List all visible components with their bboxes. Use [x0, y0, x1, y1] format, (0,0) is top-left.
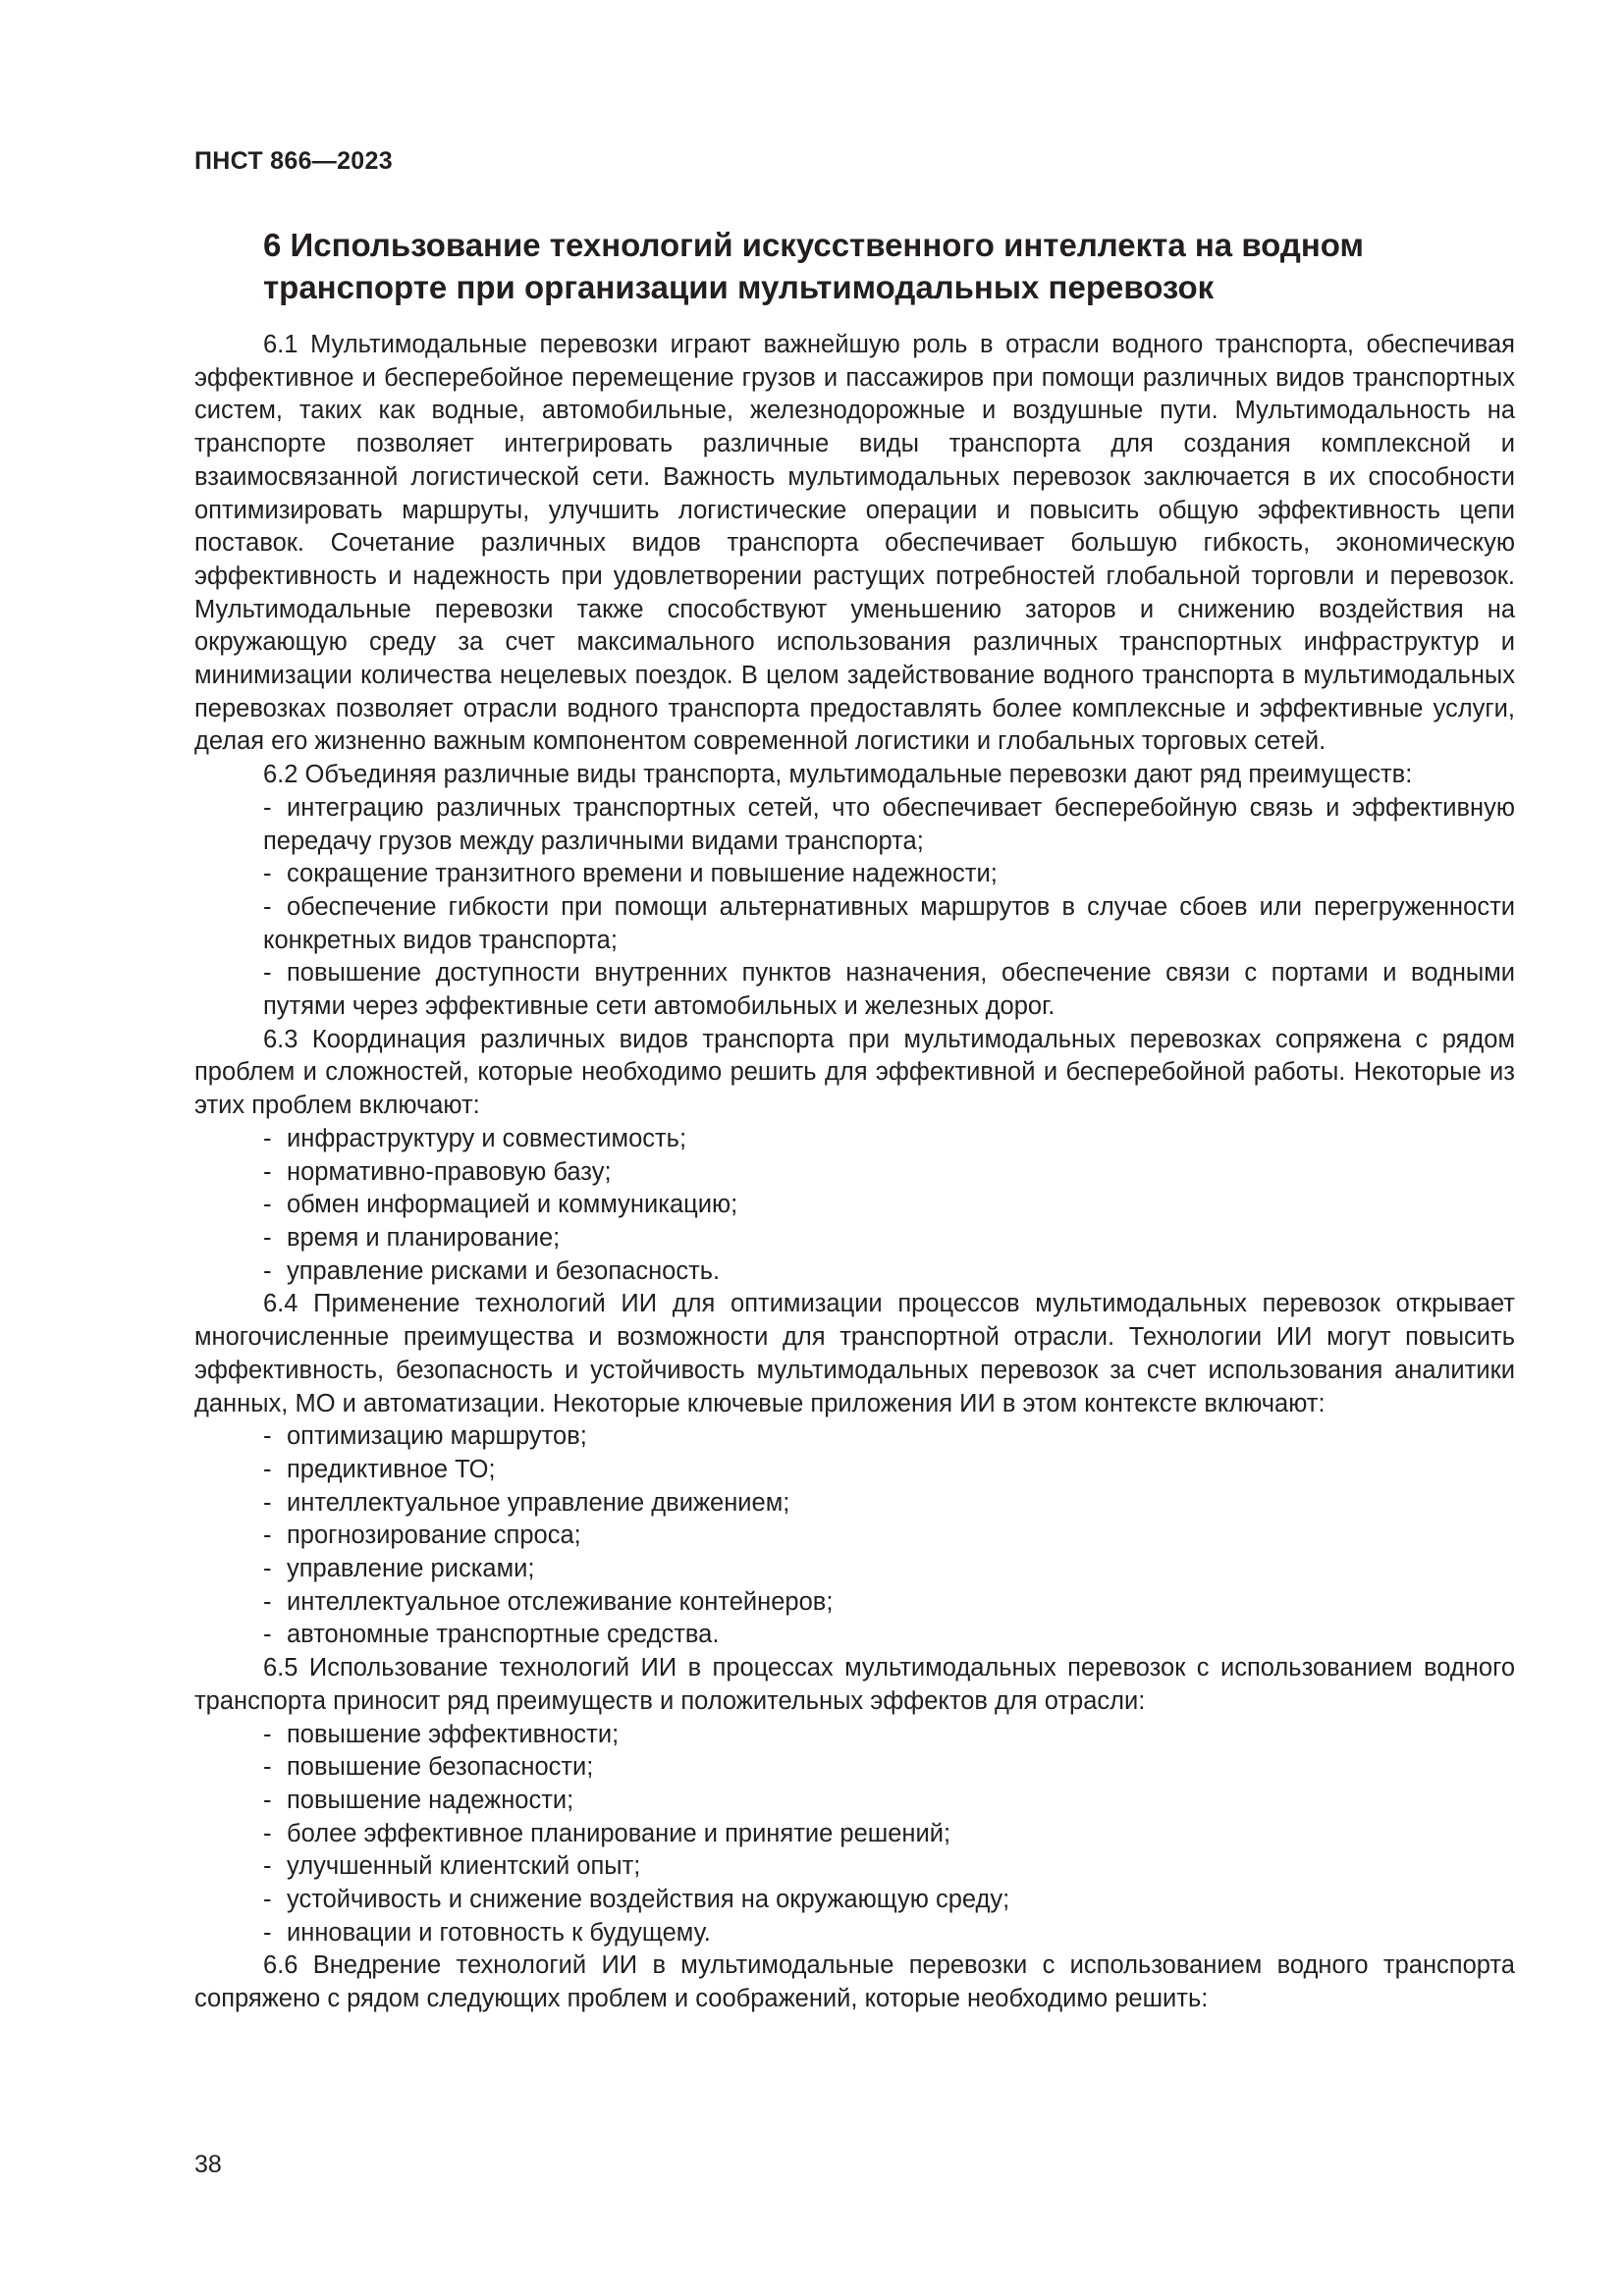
list-item — [194, 1487, 1515, 1521]
list-6-2 — [194, 792, 1515, 1024]
document-code: ПНСТ 866—2023 — [194, 147, 393, 175]
list-item-text: улучшенный клиентский опыт; — [287, 1852, 641, 1881]
list-item — [194, 1785, 1515, 1818]
list-dash: - — [263, 1720, 272, 1748]
list-item-text: инновации и готовность к будущему. — [287, 1918, 711, 1947]
list-item-text: более эффективное планирование и принятие решений; — [287, 1819, 951, 1847]
list-dash: - — [263, 1918, 272, 1947]
list-item — [194, 1619, 1515, 1652]
list-item-text: обеспечение гибкости при помощи альтернативных маршрутов в случае сбоев или перегруженности конкретных видов транспорта; — [263, 892, 1515, 954]
list-dash: - — [263, 860, 272, 888]
list-dash: - — [263, 1621, 272, 1649]
document-body — [194, 329, 1515, 2016]
list-dash: - — [263, 1786, 272, 1814]
list-dash: - — [263, 1256, 272, 1285]
list-dash: - — [263, 1191, 272, 1219]
section-heading: 6 Использование технологий искусственного интеллекта на водном транспорте при организации мультимодальных перевозок — [263, 227, 1364, 305]
list-item — [194, 1156, 1515, 1190]
list-item — [194, 1255, 1515, 1289]
list-item-text: оптимизацию маршрутов; — [287, 1422, 587, 1451]
list-item-text: управление рисками и безопасность. — [287, 1256, 721, 1285]
list-item-text: устойчивость и снижение воздействия на окружающую среду; — [287, 1886, 1010, 1914]
list-item-text: управление рисками; — [287, 1555, 535, 1583]
list-item — [194, 1553, 1515, 1586]
list-item-text: повышение доступности внутренних пунктов назначения, обеспечение связи с портами и водными путями через эффективные сети автомобильных и железных дорог. — [263, 959, 1515, 1021]
list-dash: - — [263, 793, 272, 822]
list-item — [194, 1222, 1515, 1255]
list-item-text: повышение эффективности; — [287, 1720, 620, 1748]
list-dash: - — [263, 1455, 272, 1483]
list-item — [194, 1123, 1515, 1156]
list-dash: - — [263, 1587, 272, 1616]
list-dash: - — [263, 1488, 272, 1517]
paragraph-6-1: 6.1 Мультимодальные перевозки играют важнейшую роль в отрасли водного транспорта, обеспечивая эффективное и бесперебойное перемещение грузов и пассажиров при помощи различных видов транспортных систем, таких как водные, автомобильные, железнодорожные и воздушные пути. Мультимодальность на транспорте позволяет интегрировать различные виды транспорта для создания комплексной и взаимосвязанной логистической сети. Важность мультимодальных перевозок заключается в их способности оптимизировать маршруты, улучшить логистические операции и повысить общую эффективность цепи поставок. Сочетание различных видов транспорта обеспечивает большую гибкость, экономическую эффективность и надежность при удовлетворении растущих потребностей глобальной торговли и перевозок. Мультимодальные перевозки также способствуют уменьшению заторов и снижению воздействия на окружающую среду за счет максимального использования различных транспортных инфраструктур и минимизации количества нецелевых поездок. В целом задействование водного транспорта в мультимодальных перевозках позволяет отрасли водного транспорта предоставлять более комплексные и эффективные услуги, делая его жизненно важным компонентом современной логистики и глобальных торговых сетей. — [194, 331, 1515, 756]
list-dash: - — [263, 1886, 272, 1914]
list-dash: - — [263, 959, 272, 988]
list-item — [194, 1751, 1515, 1785]
list-item-text: интеллектуальное отслеживание контейнеров; — [287, 1587, 834, 1616]
list-item — [194, 1420, 1515, 1454]
list-item — [194, 1586, 1515, 1620]
list-dash: - — [263, 1753, 272, 1782]
list-6-5 — [194, 1719, 1515, 1950]
list-item-text: предиктивное ТО; — [287, 1455, 496, 1483]
list-item — [194, 1719, 1515, 1752]
list-6-4 — [194, 1420, 1515, 1652]
paragraph-6-6: 6.6 Внедрение технологий ИИ в мультимодальные перевозки с использованием водного транспорта сопряжено с рядом следующих проблем и соображений, которые необходимо решить: — [194, 1951, 1515, 2013]
list-item-text: автономные транспортные средства. — [287, 1621, 720, 1649]
list-dash: - — [263, 1157, 272, 1186]
list-item-text: нормативно-правовую базу; — [287, 1157, 612, 1186]
list-item-text: повышение надежности; — [287, 1786, 574, 1814]
list-dash: - — [263, 1852, 272, 1881]
list-dash: - — [263, 1555, 272, 1583]
list-dash: - — [263, 1124, 272, 1152]
list-item-text: обмен информацией и коммуникацию; — [287, 1191, 738, 1219]
list-dash: - — [263, 1522, 272, 1550]
list-item-text: инфраструктуру и совместимость; — [287, 1124, 687, 1152]
list-item — [194, 1520, 1515, 1553]
page-number: 38 — [194, 2151, 222, 2178]
paragraph-6-2: 6.2 Объединяя различные виды транспорта, мультимодальные перевозки дают ряд преимуществ: — [263, 761, 1413, 789]
list-item-text: прогнозирование спроса; — [287, 1522, 581, 1550]
list-item — [194, 957, 1515, 1023]
list-item — [194, 1917, 1515, 1950]
list-item — [194, 858, 1515, 891]
list-item-text: интеграцию различных транспортных сетей, что обеспечивает бесперебойную связь и эффективную передачу грузов между различными видами транспорта; — [263, 793, 1515, 855]
list-dash: - — [263, 1422, 272, 1451]
list-6-3 — [194, 1123, 1515, 1289]
list-item — [194, 891, 1515, 957]
paragraph-6-4: 6.4 Применение технологий ИИ для оптимизации процессов мультимодальных перевозок открывает многочисленные преимущества и возможности для транспортной отрасли. Технологии ИИ могут повысить эффективность, безопасность и устойчивость мультимодальных перевозок за счет использования аналитики данных, МО и автоматизации. Некоторые ключевые приложения ИИ в этом контексте включают: — [194, 1290, 1515, 1417]
list-item — [194, 792, 1515, 858]
list-item-text: повышение безопасности; — [287, 1753, 594, 1782]
paragraph-6-3: 6.3 Координация различных видов транспорта при мультимодальных перевозках сопряжена с рядом проблем и сложностей, которые необходимо решить для эффективной и бесперебойной работы. Некоторые из этих проблем включают: — [194, 1025, 1515, 1120]
list-item — [194, 1818, 1515, 1851]
list-item-text: сокращение транзитного времени и повышение надежности; — [287, 860, 998, 888]
list-dash: - — [263, 1819, 272, 1847]
list-item-text: время и планирование; — [287, 1223, 561, 1252]
list-dash: - — [263, 1223, 272, 1252]
list-dash: - — [263, 892, 272, 921]
paragraph-6-5: 6.5 Использование технологий ИИ в процессах мультимодальных перевозок с использованием водного транспорта приносит ряд преимуществ и положительных эффектов для отрасли: — [194, 1654, 1515, 1715]
list-item — [194, 1884, 1515, 1917]
list-item — [194, 1454, 1515, 1487]
list-item — [194, 1189, 1515, 1222]
list-item — [194, 1850, 1515, 1884]
list-item-text: интеллектуальное управление движением; — [287, 1488, 790, 1517]
